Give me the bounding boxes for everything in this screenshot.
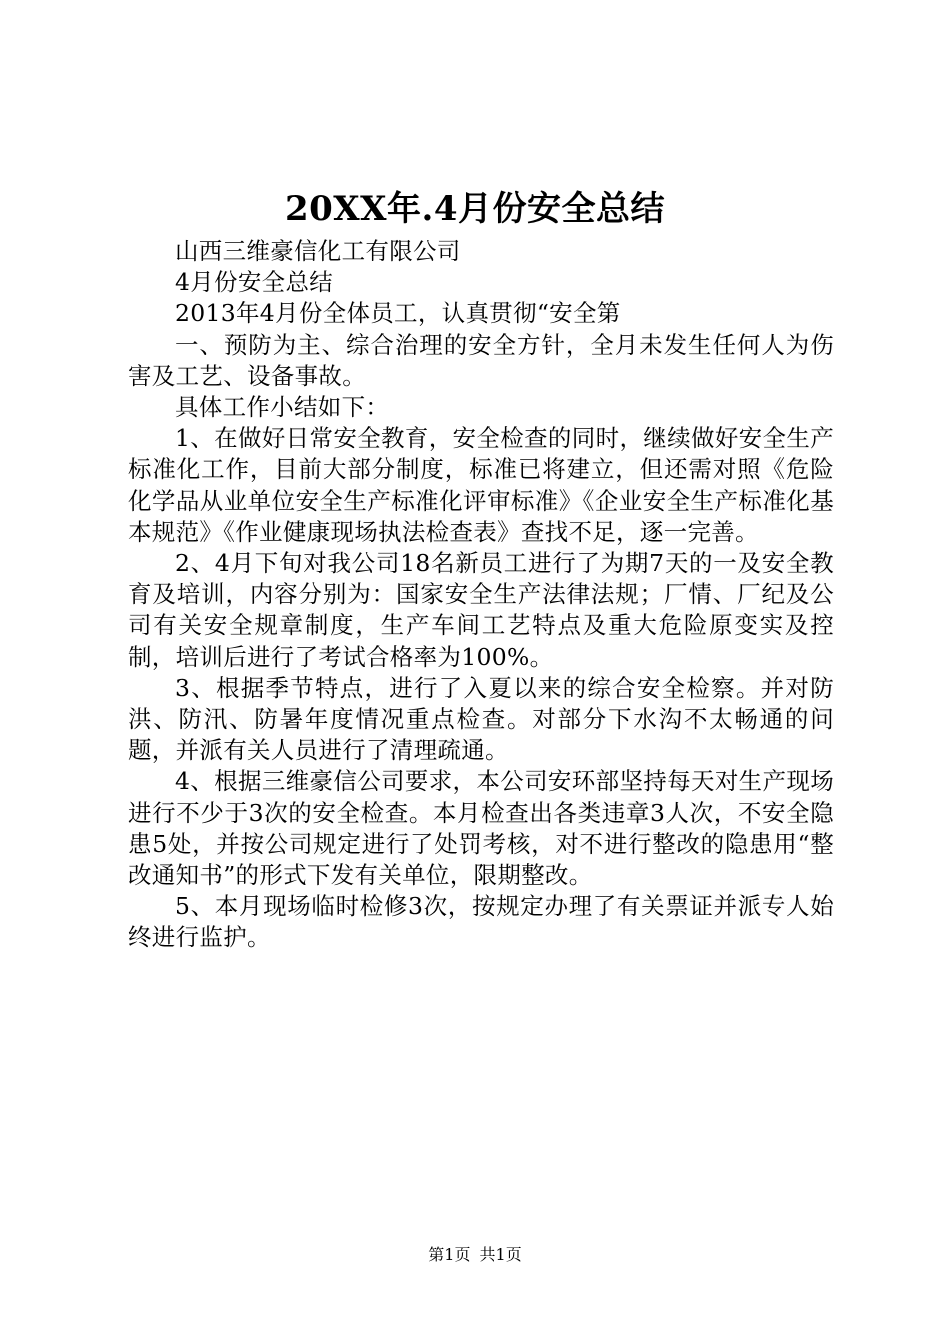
item-5-paragraph: 5、本月现场临时检修3次，按规定办理了有关票证并派专人始终进行监护。 [128,892,834,952]
subtitle: 4月份安全总结 [175,268,334,297]
page-total: 共1页 [479,1245,522,1264]
intro-paragraph: 2013年4月份全体员工，认真贯彻“安全第 [175,299,621,328]
item-4-paragraph: 4、根据三维豪信公司要求，本公司安环部坚持每天对生产现场进行不少于3次的安全检查。本月检查出各类违章3人次，不安全隐患5处，并按公司规定进行了处罚考核，对不进行整改的隐患用“整改通知书”的形式下发有关单位，限期整改。 [128,767,834,890]
policy-paragraph: 一、预防为主、综合治理的安全方针，全月未发生任何人为伤害及工艺、设备事故。 [128,330,834,390]
company-name: 山西三维豪信化工有限公司 [175,237,461,265]
document-body [128,236,834,954]
item-2-paragraph: 2、4月下旬对我公司18名新员工进行了为期7天的一及安全教育及培训，内容分别为：国家安全生产法律法规；厂情、厂纪及公司有关安全规章制度，生产车间工艺特点及重大危险原变实及控制，培训后进行了考试合格率为100%。 [128,549,834,671]
page-number: 第1页 [428,1245,471,1264]
page-footer [0,1243,950,1267]
item-1-paragraph: 1、在做好日常安全教育，安全检查的同时，继续做好安全生产标准化工作，目前大部分制度，标准已将建立，但还需对照《危险化学品从业单位安全生产标准化评审标准》《企业安全生产标准化基本规范》《作业健康现场执法检查表》查找不足，逐一完善。 [128,424,834,546]
document-title: 20XX年.4月份安全总结 [284,189,666,229]
summary-heading: 具体工作小结如下： [175,393,390,422]
item-3-paragraph: 3、根据季节特点，进行了入夏以来的综合安全检察。并对防洪、防汛、防暑年度情况重点检查。对部分下水沟不太畅通的问题，并派有关人员进行了清理疏通。 [128,673,834,765]
